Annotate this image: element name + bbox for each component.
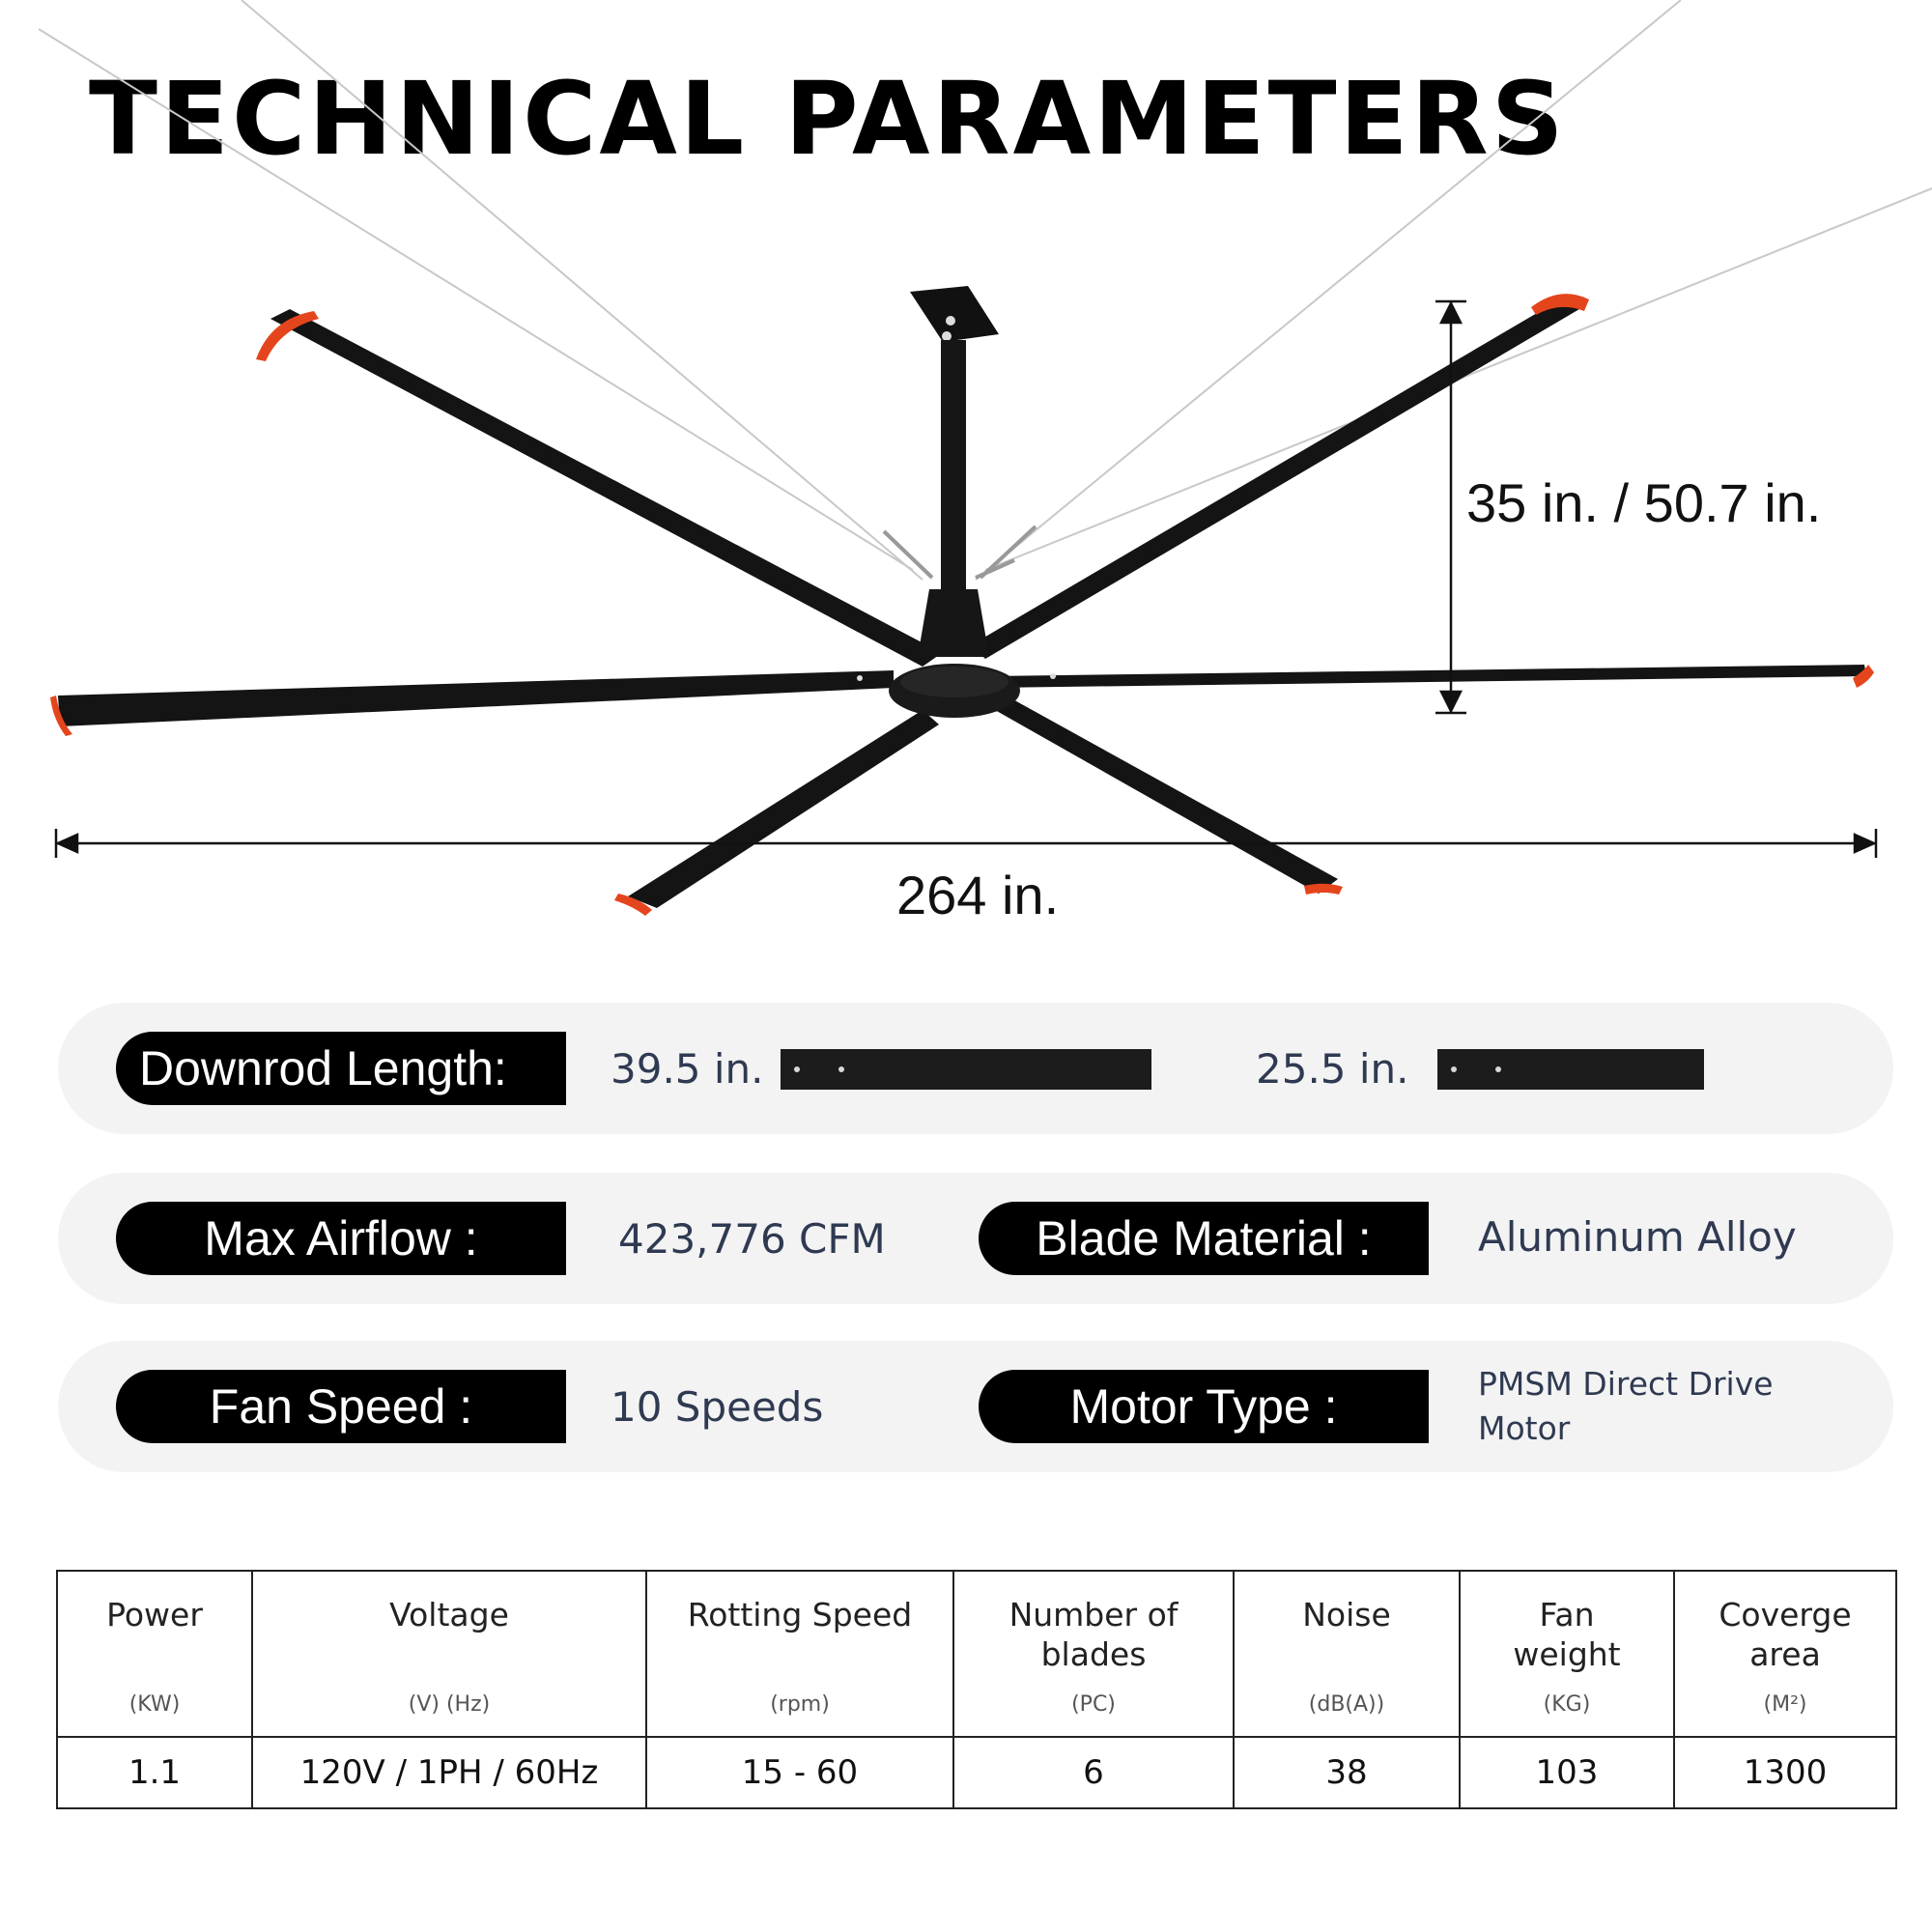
page-title: TECHNICAL PARAMETERS bbox=[89, 60, 1567, 178]
width-dimension bbox=[56, 829, 1876, 858]
spec-row-airflow bbox=[58, 1173, 1893, 1304]
cell-rotating-speed: 15 - 60 bbox=[646, 1737, 953, 1808]
table-header-row bbox=[57, 1571, 1896, 1737]
fan-speed-label: Fan Speed : bbox=[116, 1370, 566, 1443]
max-airflow-label: Max Airflow : bbox=[116, 1202, 566, 1275]
fan-speed-value: 10 Speeds bbox=[611, 1383, 824, 1431]
spec-row-downrod bbox=[58, 1003, 1893, 1134]
cell-number-of-blades: 6 bbox=[953, 1737, 1234, 1808]
header-number-of-blades: Number of blades (PC) bbox=[953, 1571, 1234, 1737]
mounting-bracket bbox=[910, 286, 999, 342]
downrod-option-1-value: 39.5 in. bbox=[611, 1045, 764, 1093]
cell-power: 1.1 bbox=[57, 1737, 252, 1808]
cell-voltage: 120V / 1PH / 60Hz bbox=[252, 1737, 646, 1808]
height-dimension-label: 35 in. / 50.7 in. bbox=[1466, 472, 1822, 533]
motor-type-label: Motor Type : bbox=[979, 1370, 1429, 1443]
blade-material-label: Blade Material : bbox=[979, 1202, 1429, 1275]
max-airflow-value: 423,776 CFM bbox=[618, 1215, 886, 1263]
cell-noise: 38 bbox=[1234, 1737, 1460, 1808]
cell-fan-weight: 103 bbox=[1460, 1737, 1674, 1808]
downrod-long-image bbox=[781, 1049, 1151, 1090]
header-fan-weight: Fan weight (KG) bbox=[1460, 1571, 1674, 1737]
parameters-table bbox=[56, 1570, 1897, 1809]
downrod-option-2-value: 25.5 in. bbox=[1256, 1045, 1409, 1093]
header-voltage: Voltage (V) (Hz) bbox=[252, 1571, 646, 1737]
header-rotating-speed: Rotting Speed (rpm) bbox=[646, 1571, 953, 1737]
motor-type-value: PMSM Direct Drive Motor bbox=[1478, 1365, 1774, 1447]
table-row bbox=[57, 1737, 1896, 1808]
spec-row-fan-speed bbox=[58, 1341, 1893, 1472]
width-dimension-label: 264 in. bbox=[896, 865, 1060, 925]
downrod-short-image bbox=[1437, 1049, 1704, 1090]
cell-coverage-area: 1300 bbox=[1674, 1737, 1896, 1808]
header-noise: Noise (dB(A)) bbox=[1234, 1571, 1460, 1737]
downrod bbox=[941, 340, 966, 591]
downrod-label: Downrod Length: bbox=[116, 1032, 566, 1105]
motor-hub bbox=[857, 589, 1056, 718]
blade-material-value: Aluminum Alloy bbox=[1478, 1213, 1797, 1261]
header-power: Power (KW) bbox=[57, 1571, 252, 1737]
header-coverage-area: Coverge area (M²) bbox=[1674, 1571, 1896, 1737]
